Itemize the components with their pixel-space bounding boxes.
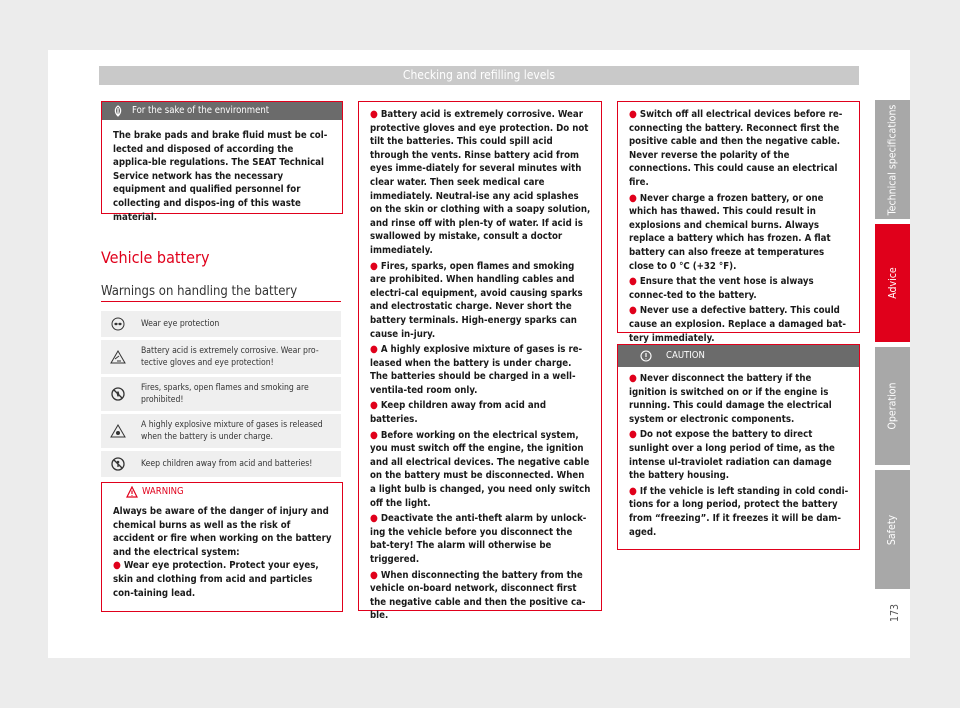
list-item: ● Deactivate the anti-theft alarm by unlock-ing the vehicle before you disconnect the bat-tery! The alarm will otherwise be triggered. <box>370 513 587 565</box>
caution-body <box>618 367 859 549</box>
list-item-text: If the vehicle is left standing in cold condi-tions for a long period, protect the battery from “freezing”. If it freezes it will be dam-aged. <box>629 485 849 538</box>
list-item: ● Fires, sparks, open flames and smoking are prohibited. When handling cables and electri-cal equipment, avoid causing sparks and electrostatic charge. Never short the battery terminals. High-energy sparks can cause in-jury. <box>370 260 583 340</box>
keep-children-away-icon <box>111 457 125 471</box>
list-item-text: Switch off all electrical devices before re-connecting the battery. Reconnect first the positive cable and then the negative cable. Never reverse the polarity of the connections. This could cause an electrical fire. <box>629 109 843 188</box>
tab-operation[interactable] <box>875 347 910 465</box>
list-item: ● A highly explosive mixture of gases is re-leased when the battery is under charge. The batteries should be charged in a well-ventila-ted room only. <box>370 344 583 396</box>
list-item: ● Keep children away from acid and batteries. <box>370 400 546 426</box>
table-row <box>101 414 341 451</box>
warning-intro: Always be aware of the danger of injury and chemical burns as well as the risk of accident or fire when working on the battery and the electrical system: <box>113 506 332 558</box>
list-item: ● Never use a defective battery. This could cause an explosion. Replace a damaged bat-tery immediately. <box>629 305 846 344</box>
list-item-text: Before working on the electrical system, you must switch off the engine, the ignition and all electrical devices. The negative cable on the battery must be disconnected. When a light bulb is changed, you need only switch off the light. <box>370 429 591 509</box>
list-item-text: Ensure that the vent hose is always connec-ted to the battery. <box>629 276 814 301</box>
table-row <box>101 311 341 340</box>
list-item-text: Never use a defective battery. This could cause an explosion. Replace a damaged bat-tery immediately. <box>629 305 846 344</box>
warning-body <box>102 501 342 610</box>
list-item: ● Battery acid is extremely corrosive. Wear protective gloves and eye protection. Do not tilt the batteries. This could spill acid through the vents. Rinse battery acid from eyes imme-diately for several minutes with clear water. Then seek medical care immediately. Neutral-ise any acid splashes on the skin or clothing with a soapy solution, and rinse off with plen-ty of water. If acid is swallowed by mistake, consult a doctor immediately. <box>370 109 591 256</box>
section-subtitle: Warnings on handling the battery <box>101 284 298 299</box>
list-item-text: Keep children away from acid and batteries. <box>370 400 546 426</box>
warning-triangle-icon <box>126 486 138 498</box>
caution-heading: CAUTION <box>666 350 705 361</box>
middle-body <box>359 102 601 633</box>
table-cell-text: Wear eye protection <box>141 319 220 329</box>
table-row <box>101 377 341 414</box>
page-header: Checking and refilling levels <box>99 66 859 85</box>
tab-technical-specifications[interactable] <box>875 100 910 219</box>
eye-protection-icon <box>111 317 125 331</box>
right-body <box>618 102 859 355</box>
tab-label: Advice <box>886 267 899 299</box>
table-row <box>101 340 341 377</box>
list-item-text: Do not expose the battery to direct sunlight over a long period of time, as the intense ul-traviolet radiation can damage the battery housing. <box>629 429 835 482</box>
list-item: ● When disconnecting the battery from the vehicle on-board network, disconnect first the negative cable and then the positive ca-ble. <box>370 569 586 622</box>
list-item: ● Before working on the electrical system, you must switch off the engine, the ignition and all electrical devices. The negative cable on the battery must be disconnected. When a light bulb is changed, you need only switch off the light. <box>370 429 591 509</box>
tab-advice[interactable] <box>875 224 910 342</box>
list-item-text: Never charge a frozen battery, or one which has thawed. This could result in explosions and chemical burns. Always replace a battery which has frozen. A flat battery can also freeze at temperatures close to 0 °C (+32 °F). <box>629 192 831 272</box>
warning-heading: WARNING <box>142 486 184 497</box>
warning-continued-middle <box>358 101 602 622</box>
list-item: ● Never charge a frozen battery, or one which has thawed. This could result in explosions and chemical burns. Always replace a battery which has frozen. A flat battery can also freeze at temperatures close to 0 °C (+32 °F). <box>629 192 831 272</box>
list-item-text: Wear eye protection. Protect your eyes, skin and clothing from acid and particles con-taining lead. <box>113 560 319 599</box>
tab-label: Safety <box>886 514 899 545</box>
table-cell-text: Fires, sparks, open flames and smoking are prohibited! <box>141 383 309 405</box>
list-item: ● Never disconnect the battery if the ignition is switched on or if the engine is running. This could damage the electrical system or electronic components. <box>629 373 832 425</box>
caution-box-header <box>618 345 859 367</box>
corrosive-icon <box>110 350 126 364</box>
warning-box-header <box>102 483 342 501</box>
table-cell-text: Keep children away from acid and batteries! <box>141 459 313 469</box>
list-item: ● Do not expose the battery to direct sunlight over a long period of time, as the intense ul-traviolet radiation can damage the battery housing. <box>629 429 835 482</box>
environment-note-heading: For the sake of the environment <box>132 105 270 116</box>
no-flames-icon <box>111 387 125 401</box>
caution-box <box>617 344 860 550</box>
environment-note-header <box>102 102 342 120</box>
list-item-text: Fires, sparks, open flames and smoking are prohibited. When handling cables and electri-cal equipment, avoid causing sparks and electrostatic charge. Never short the battery terminals. High-energy sparks can cause in-jury. <box>370 260 583 340</box>
tab-label: Technical specifications <box>886 104 899 215</box>
page-number: 173 <box>889 603 902 623</box>
info-circle-icon <box>640 350 652 362</box>
warning-box <box>101 482 343 612</box>
table-cell-text: Battery acid is extremely corrosive. Wear pro-tective gloves and eye protection! <box>141 346 319 368</box>
list-item-text: Battery acid is extremely corrosive. Wear protective gloves and eye protection. Do not tilt the batteries. This could spill acid through the vents. Rinse battery acid from eyes imme-diately for several minutes with clear water. Then seek medical care immediately. Neutral-ise any acid splashes on the skin or clothing with a soapy solution, and rinse off with plen-ty of water. If acid is swallowed by mistake, consult a doctor immediately. <box>370 109 591 256</box>
table-row <box>101 451 341 480</box>
leaf-icon <box>112 105 124 117</box>
environment-note <box>101 101 343 223</box>
list-item-text: A highly explosive mixture of gases is re-leased when the battery is under charge. The batteries should be charged in a well-ventila-ted room only. <box>370 344 583 396</box>
environment-note-text: The brake pads and brake fluid must be col-lected and disposed of according the applica-ble regulations. The SEAT Technical Service network has the necessary equipment and qualified personnel for collecting and dispos-ing of this waste material. <box>113 130 328 223</box>
list-item-text: When disconnecting the battery from the vehicle on-board network, disconnect first the negative cable and then the positive ca-ble. <box>370 569 586 622</box>
explosive-icon <box>110 424 126 438</box>
list-item-text: Never disconnect the battery if the ignition is switched on or if the engine is running. This could damage the electrical system or electronic components. <box>629 373 832 425</box>
table-cell-text: A highly explosive mixture of gases is released when the battery is under charge. <box>141 420 323 442</box>
tab-label: Operation <box>886 382 899 430</box>
list-item: ● Switch off all electrical devices before re-connecting the battery. Reconnect first the positive cable and then the negative cable. Never reverse the polarity of the connections. This could cause an electrical fire. <box>629 109 843 188</box>
list-item: ● If the vehicle is left standing in cold condi-tions for a long period, protect the battery from “freezing”. If it freezes it will be dam-aged. <box>629 485 849 538</box>
warning-continued-right <box>617 101 860 344</box>
warning-symbols-table <box>101 311 341 480</box>
list-item: ● Ensure that the vent hose is always connec-ted to the battery. <box>629 276 814 301</box>
list-item-text: Deactivate the anti-theft alarm by unlock-ing the vehicle before you disconnect the bat-tery! The alarm will otherwise be triggered. <box>370 513 587 565</box>
tab-safety[interactable] <box>875 470 910 589</box>
list-item: ● Wear eye protection. Protect your eyes, skin and clothing from acid and particles con-taining lead. <box>113 560 319 599</box>
divider <box>101 301 341 302</box>
section-title: Vehicle battery <box>101 248 210 267</box>
